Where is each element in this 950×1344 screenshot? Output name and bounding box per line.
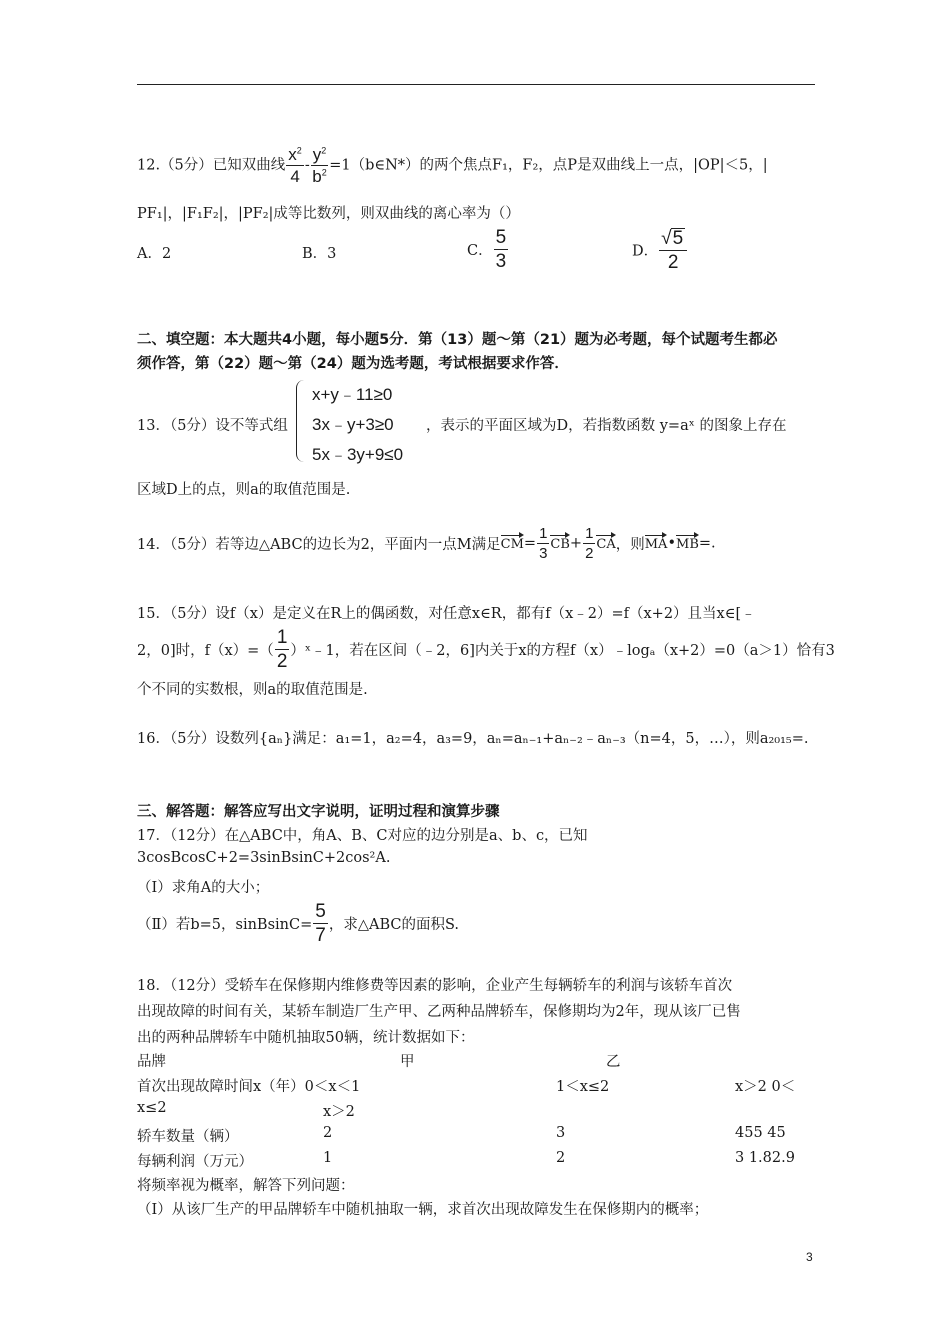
- table-cell: 品牌: [137, 1054, 166, 1070]
- q12-minus: -: [304, 157, 310, 174]
- q17-f-den: 7: [315, 925, 326, 946]
- q14-vector-cb: CB: [550, 532, 570, 552]
- q14-fraction-1-3: [537, 526, 549, 561]
- q12-option-a: A．2: [137, 246, 172, 262]
- q12-line2: PF₁|，|F₁F₂|，|PF₂|成等比数列，则双曲线的离心率为（）: [137, 206, 520, 222]
- q14-vector-cm: CM: [501, 532, 524, 552]
- section2-heading-line2: 须作答，第（22）题～第（24）题为选考题，考试根据要求作答．: [137, 356, 569, 372]
- q12-option-d-num: 5: [672, 228, 684, 249]
- q12-f1-den: 4: [290, 167, 300, 186]
- q12-f2-den-sup: 2: [321, 167, 327, 178]
- q14-mid: ，则: [615, 537, 645, 553]
- q17-part2: [137, 902, 459, 945]
- table-cell: 3: [556, 1125, 566, 1141]
- q17-fraction-5-7: [313, 902, 328, 945]
- table-cell: 2: [556, 1150, 566, 1166]
- header-rule: [137, 84, 815, 85]
- q12-option-d-label: D．: [632, 243, 659, 260]
- q15-line2-b: ）ˣ﹣1，若在区间（﹣2，6]内关于x的方程f（x）﹣logₐ（x+2）=0（a＞1）恰有3: [290, 643, 835, 659]
- q14-f2-num: 1: [585, 525, 594, 542]
- q12-line1: [137, 146, 768, 185]
- q12-option-d: [632, 228, 688, 272]
- q12-option-d-fraction: [659, 228, 687, 272]
- table-cell: 甲: [400, 1054, 415, 1070]
- q12-option-c-label: C．: [467, 243, 493, 259]
- table-cell: 每辆利润（万元）: [137, 1154, 253, 1170]
- q15-line2-a: 2，0]时，f（x）=（: [137, 643, 274, 659]
- q12-f2-den: b: [312, 167, 322, 186]
- table-row: [137, 1125, 815, 1145]
- q14-dot: •: [667, 535, 677, 552]
- q13-inequality-2: 3x﹣y+3≥0: [312, 415, 394, 434]
- section3-heading: 三、解答题：解答应写出文字说明，证明过程和演算步骤: [137, 804, 500, 820]
- table-row: [137, 1075, 815, 1095]
- q14-eq: =: [523, 535, 537, 552]
- q15-fraction-1-2: [275, 628, 290, 671]
- section2-heading-line1: 二、填空题：本大题共4小题，每小题5分．第（13）题～第（21）题为必考题，每个试题考生都必: [137, 332, 778, 348]
- q12-option-b: B．3: [302, 246, 337, 262]
- table-cell: 455 45: [735, 1125, 786, 1141]
- q18-line3: 出的两种品牌轿车中随机抽取50辆，统计数据如下：: [137, 1030, 475, 1046]
- q15-line3: 个不同的实数根，则a的取值范围是.: [137, 682, 368, 698]
- table-cell: 轿车数量（辆）: [137, 1129, 239, 1145]
- table-cell: 3 1.82.9: [735, 1150, 795, 1166]
- q12-f2-sup: 2: [321, 145, 327, 156]
- sqrt-icon: √: [661, 228, 672, 249]
- q13-suffix: ，表示的平面区域为D，若指数函数 y=aˣ 的图象上存在: [426, 418, 787, 434]
- q15-line2: [137, 628, 835, 671]
- q14-vector-mb: MB: [676, 532, 699, 552]
- q12-f1-sup: 2: [296, 145, 302, 156]
- q12-f1-num: x: [288, 145, 297, 164]
- table-cell: 1: [323, 1150, 333, 1166]
- q15-line1: 15．（5分）设f（x）是定义在R上的偶函数，对任意x∈R，都有f（x﹣2）=f（x+2）且当x∈[﹣: [137, 606, 756, 622]
- q14-prefix: 14．（5分）若等边△ABC的边长为2，平面内一点M满足: [137, 537, 501, 553]
- q12-option-c-num: 5: [495, 227, 507, 248]
- q17-part2-a: （Ⅱ）若b=5，sinBsinC=: [137, 917, 313, 933]
- page-number: 3: [806, 1250, 813, 1264]
- q12-suffix: =1（b∈N*）的两个焦点F₁，F₂，点P是双曲线上一点，|OP|＜5，|: [329, 157, 768, 174]
- table-cell: x＞2: [323, 1104, 355, 1120]
- q12-option-c-fraction: [494, 228, 509, 271]
- table-cell: x≤2: [137, 1100, 167, 1116]
- q14-f1-den: 3: [539, 545, 548, 562]
- q13-brace: [296, 380, 307, 462]
- q15-f-den: 2: [276, 651, 288, 672]
- table-cell: 2: [323, 1125, 333, 1141]
- q12-option-c: [467, 228, 509, 271]
- table-row: [137, 1150, 815, 1170]
- q14-plus: +: [569, 535, 583, 552]
- q13-inequality-3: 5x﹣3y+9≤0: [312, 445, 404, 464]
- table-cell: 1＜x≤2: [556, 1079, 610, 1095]
- q12-f2-num: y: [312, 145, 322, 164]
- q12-option-d-den: 2: [667, 252, 679, 273]
- table-cell: 首次出现故障时间x（年）0＜x＜1: [137, 1079, 361, 1095]
- q18-part1: （Ⅰ）从该厂生产的甲品牌轿车中随机抽取一辆，求首次出现故障发生在保修期内的概率；: [137, 1202, 709, 1218]
- q12-prefix: 12.（5分）已知双曲线: [137, 157, 286, 174]
- q17-line1: 17．（12分）在△ABC中，角A、B、C对应的边分别是a、b、c，已知: [137, 828, 588, 844]
- q17-f-num: 5: [315, 901, 326, 922]
- q13-prefix: 13．（5分）设不等式组: [137, 418, 288, 434]
- q17-line2: 3cosBcosC+2=3sinBsinC+2cos²A.: [137, 850, 391, 866]
- q14-line: [137, 526, 716, 561]
- q18-line1: 18．（12分）受轿车在保修期内维修费等因素的影响，企业产生每辆轿车的利润与该轿车首次: [137, 978, 733, 994]
- q14-f1-num: 1: [539, 525, 548, 542]
- q14-f2-den: 2: [585, 545, 594, 562]
- q12-fraction-x2-4: [286, 146, 304, 185]
- table-cell: x＞2 0＜: [735, 1079, 796, 1095]
- q15-f-num: 1: [276, 627, 288, 648]
- q18-line2: 出现故障的时间有关，某轿车制造厂生产甲、乙两种品牌轿车，保修期均为2年，现从该厂已售: [137, 1004, 741, 1020]
- table-row: [137, 1100, 815, 1120]
- table-row: [137, 1050, 815, 1070]
- q13-inequality-1: x+y﹣11≥0: [312, 385, 393, 404]
- q13-line2: 区域D上的点，则a的取值范围是.: [137, 482, 351, 498]
- q14-end: =.: [698, 535, 716, 552]
- q14-vector-ca: CA: [596, 532, 615, 552]
- q14-vector-ma: MA: [645, 532, 668, 552]
- q14-fraction-1-2: [583, 526, 595, 561]
- q16-line: 16．（5分）设数列{aₙ}满足：a₁=1，a₂=4，a₃=9，aₙ=aₙ₋₁+aₙ₋₂﹣aₙ₋₃（n=4，5，…），则a₂₀₁₅=.: [137, 731, 809, 747]
- q12-fraction-y2-b2: [311, 146, 329, 185]
- q12-option-c-den: 3: [495, 251, 507, 272]
- q17-part1: （Ⅰ）求角A的大小；: [137, 880, 270, 896]
- q17-part2-b: ，求△ABC的面积S.: [328, 917, 459, 933]
- table-cell: 乙: [606, 1054, 621, 1070]
- q18-after-table: 将频率视为概率，解答下列问题：: [137, 1178, 355, 1194]
